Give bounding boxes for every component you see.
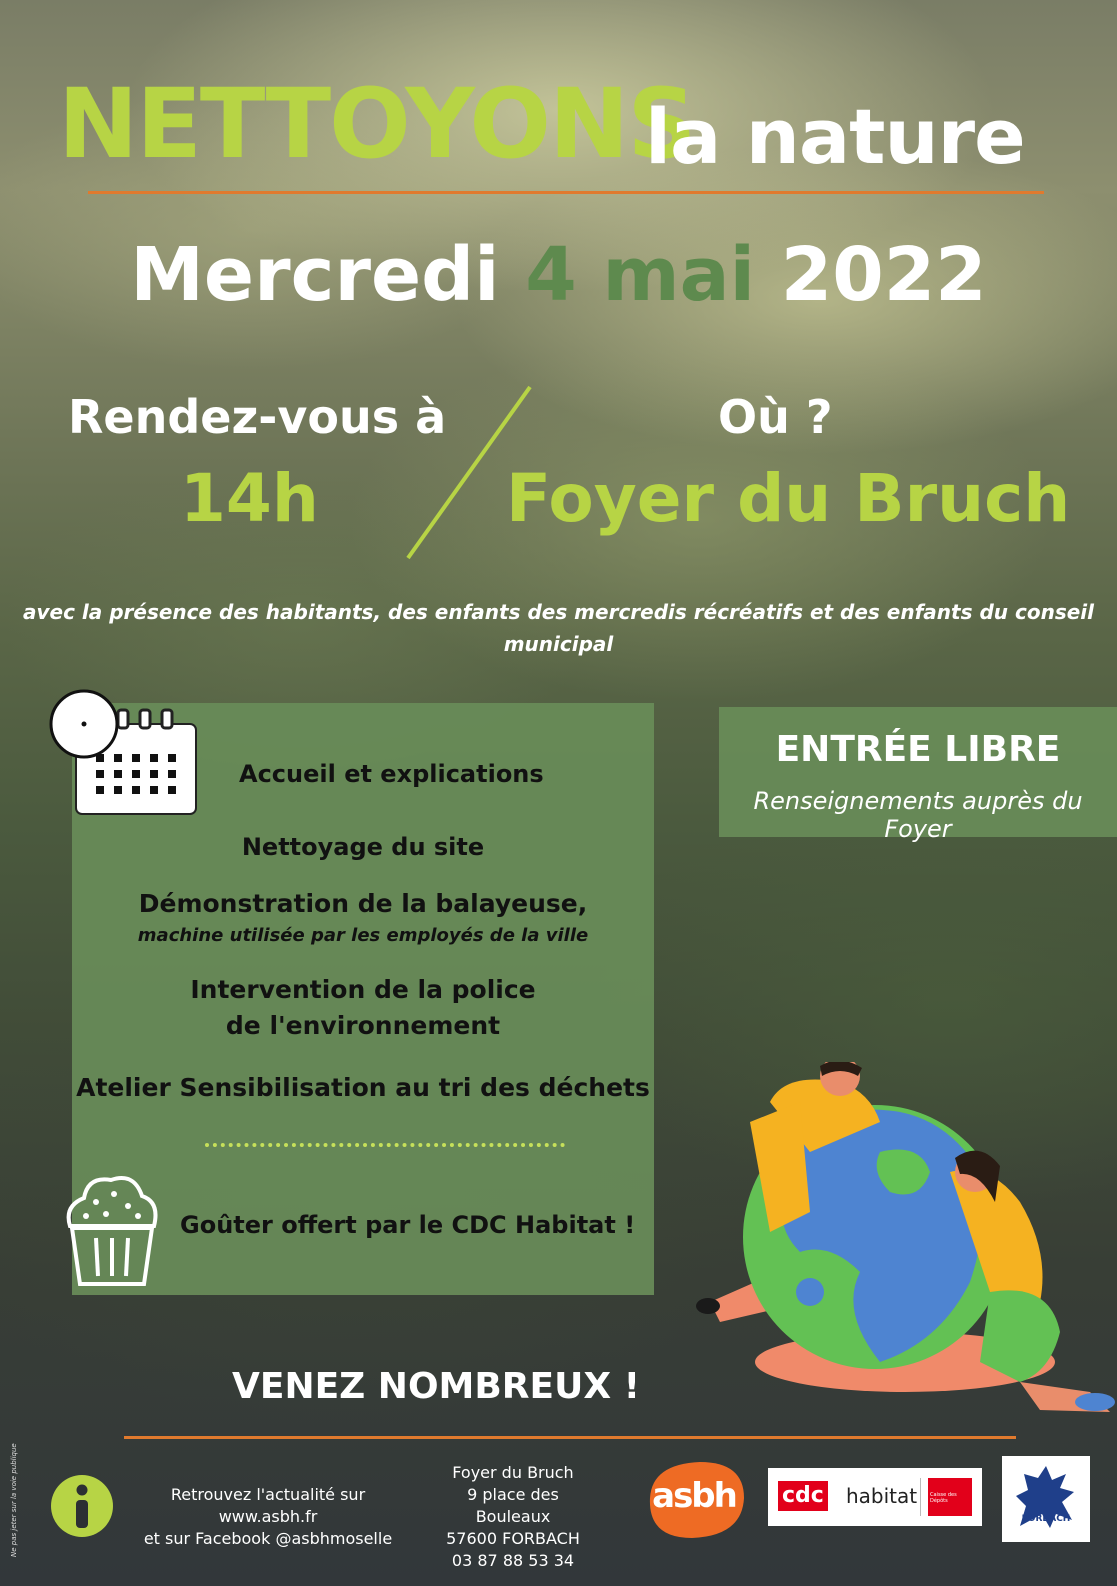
asbh-logo <box>640 1458 748 1540</box>
caisse-depots-mark <box>928 1478 972 1516</box>
muffin-icon <box>56 1166 166 1292</box>
title-nettoyons: NETTOYONS <box>58 68 695 180</box>
date-year: 2022 <box>780 232 987 318</box>
forbach-text: FORBACH <box>1021 1514 1071 1524</box>
footer-address-line-4: 03 87 88 53 34 <box>451 1551 575 1570</box>
where-label: Où ? <box>718 390 833 444</box>
date-day-month: 4 mai <box>525 232 755 318</box>
cdc-separator <box>920 1478 921 1516</box>
meeting-time: 14h <box>180 460 319 537</box>
program-item-welcome: Accueil et explications <box>239 760 544 788</box>
free-entry-box <box>719 707 1117 843</box>
snack-text: Goûter offert par le CDC Habitat ! <box>180 1211 636 1239</box>
footer-address <box>428 1462 598 1572</box>
calendar-icon <box>48 688 200 818</box>
footer-address-line-3: 57600 FORBACH <box>446 1529 580 1548</box>
caisse-depots-text: Caisse des Dépôts <box>930 1492 957 1504</box>
asbh-logo-text: asbh <box>652 1476 736 1516</box>
dotted-separator <box>205 1143 565 1147</box>
info-icon <box>50 1474 114 1538</box>
footer-divider <box>124 1436 1016 1439</box>
program-item-demo-detail: machine utilisée par les employés de la ville <box>137 925 589 946</box>
forbach-crest <box>1002 1456 1090 1542</box>
cdc-habitat-logo <box>768 1468 982 1526</box>
event-date <box>0 232 1117 318</box>
earth-hug-illustration <box>690 1062 1117 1422</box>
free-entry-subtitle: Renseignements auprès du Foyer <box>753 787 1083 843</box>
cdc-mark-text: cdc <box>778 1481 828 1511</box>
footer-news-line-1: Retrouvez l'actualité sur www.asbh.fr <box>170 1485 366 1526</box>
lion-icon <box>1002 1456 1090 1542</box>
program-item-demo: Démonstration de la balayeuse, <box>138 889 588 918</box>
footer-address-line-2: 9 place des Bouleaux <box>467 1485 559 1526</box>
title-la-nature: la nature <box>645 92 1025 181</box>
cdc-word: habitat <box>846 1484 918 1508</box>
meeting-label: Rendez-vous à <box>68 390 447 444</box>
side-note: Ne pas jeter sur la voie publique <box>10 1443 18 1557</box>
program-item-police-2: de l'environnement <box>225 1011 501 1040</box>
where-place: Foyer du Bruch <box>506 460 1071 537</box>
header-divider <box>88 191 1044 194</box>
call-to-action: VENEZ NOMBREUX ! <box>232 1366 641 1407</box>
presence-text: avec la présence des habitants, des enfants des mercredis récréatifs et des enfants du conseil municipal <box>22 600 1094 656</box>
program-item-police-1: Intervention de la police <box>190 975 536 1004</box>
footer-address-line-1: Foyer du Bruch <box>452 1463 574 1482</box>
footer-news-line-2: et sur Facebook @asbhmoselle <box>143 1529 393 1548</box>
footer-news <box>128 1484 408 1550</box>
program-item-workshop: Atelier Sensibilisation au tri des déchets <box>76 1073 650 1102</box>
date-day: Mercredi <box>130 232 500 318</box>
free-entry-title: ENTRÉE LIBRE <box>775 729 1061 770</box>
program-item-cleaning: Nettoyage du site <box>241 833 485 861</box>
